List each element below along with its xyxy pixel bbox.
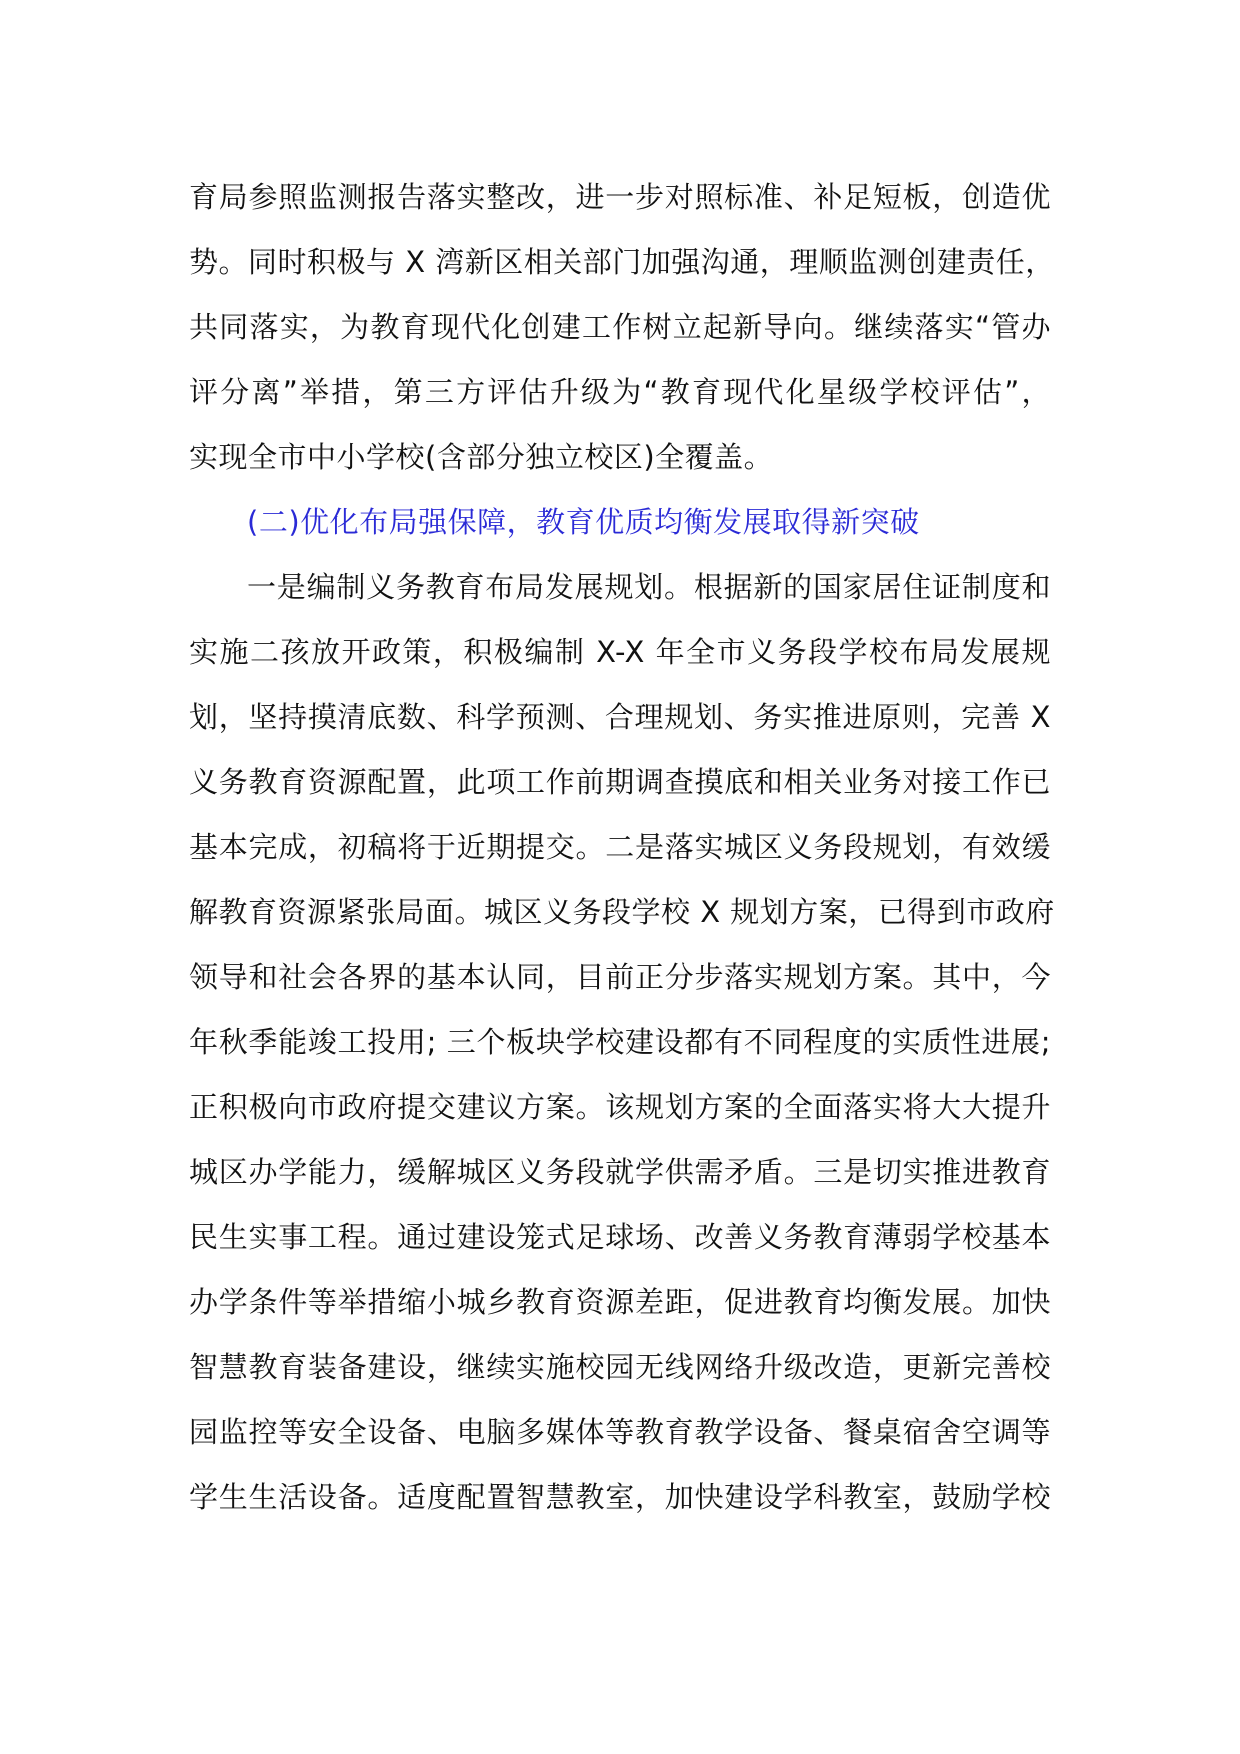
text-line: 实施二孩放开政策，积极编制 X-X 年全市义务段学校布局发展规	[189, 635, 1051, 669]
text-line: 园监控等安全设备、电脑多媒体等教育教学设备、餐桌宿舍空调等	[189, 1415, 1051, 1449]
intro-paragraph	[189, 165, 1055, 490]
text-line: 学生生活设备。适度配置智慧教室，加快建设学科教室，鼓励学校	[189, 1480, 1051, 1514]
text-line: 办学条件等举措缩小城乡教育资源差距，促进教育均衡发展。加快	[189, 1285, 1051, 1319]
text-line: 民生实事工程。通过建设笼式足球场、改善义务教育薄弱学校基本	[189, 1220, 1051, 1254]
text-line: 划，坚持摸清底数、科学预测、合理规划、务实推进原则，完善 X	[189, 700, 1051, 734]
text-line: 领导和社会各界的基本认同，目前正分步落实规划方案。其中，今	[189, 960, 1051, 994]
text-line: 一是编制义务教育布局发展规划。根据新的国家居住证制度和	[247, 570, 1051, 604]
section-heading-block	[189, 490, 1051, 555]
text-line: 评分离”举措，第三方评估升级为“教育现代化星级学校评估”，	[189, 375, 1051, 409]
text-line: 智慧教育装备建设，继续实施校园无线网络升级改造，更新完善校	[189, 1350, 1051, 1384]
text-line: 义务教育资源配置，此项工作前期调查摸底和相关业务对接工作已	[189, 765, 1051, 799]
text-line: 共同落实，为教育现代化创建工作树立起新导向。继续落实“管办	[189, 310, 1051, 344]
text-line: 基本完成，初稿将于近期提交。二是落实城区义务段规划，有效缓	[189, 830, 1051, 864]
text-line: 正积极向市政府提交建议方案。该规划方案的全面落实将大大提升	[189, 1090, 1051, 1124]
text-line: 实现全市中小学校(含部分独立校区)全覆盖。	[189, 440, 774, 474]
text-line: 年秋季能竣工投用; 三个板块学校建设都有不同程度的实质性进展;	[189, 1025, 1051, 1059]
text-line: 城区办学能力，缓解城区义务段就学供需矛盾。三是切实推进教育	[189, 1155, 1051, 1189]
body-paragraph	[189, 555, 1055, 1530]
text-line: 势。同时积极与 X 湾新区相关部门加强沟通，理顺监测创建责任，	[189, 245, 1055, 279]
text-line: 解教育资源紧张局面。城区义务段学校 X 规划方案，已得到市政府	[189, 895, 1055, 929]
text-line: 育局参照监测报告落实整改，进一步对照标准、补足短板，创造优	[189, 180, 1051, 214]
section-heading: (二)优化布局强保障，教育优质均衡发展取得新突破	[247, 505, 920, 539]
